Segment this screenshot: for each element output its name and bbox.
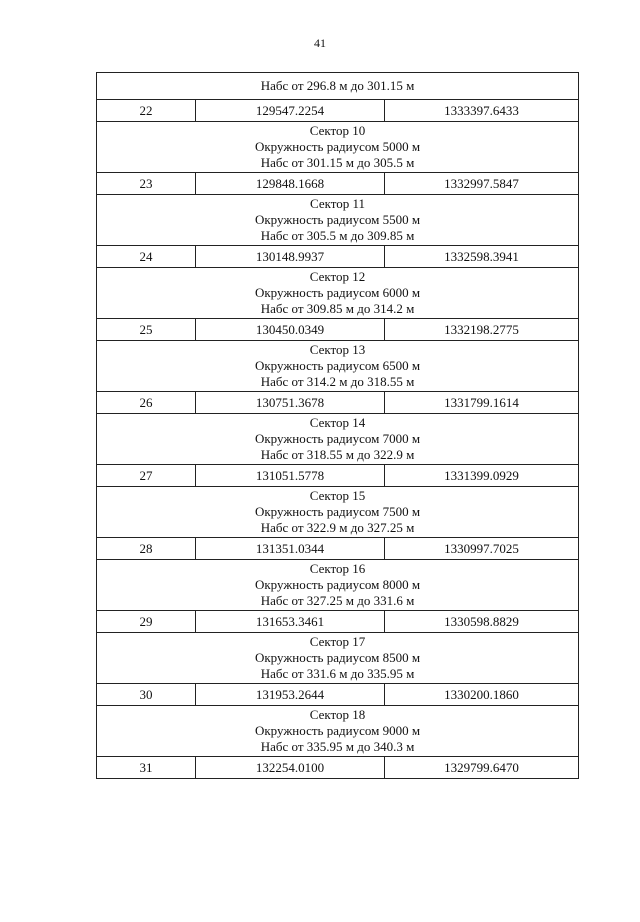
- point-number-cell: 25: [97, 319, 196, 341]
- sector-header-cell: [97, 73, 579, 100]
- x-coordinate-cell: 131051.5778: [196, 465, 385, 487]
- table-row: [97, 173, 579, 195]
- y-coordinate-cell: 1332598.3941: [385, 246, 579, 268]
- sector-header-line: Набс от 335.95 м до 340.3 м: [260, 739, 415, 754]
- sector-header-row: [97, 706, 579, 757]
- x-coordinate-cell: 131953.2644: [196, 684, 385, 706]
- point-number-cell: 29: [97, 611, 196, 633]
- sector-header-line: Окружность радиусом 8500 м: [254, 650, 421, 665]
- x-coordinate-cell: 130450.0349: [196, 319, 385, 341]
- sector-header-line: Окружность радиусом 7000 м: [254, 431, 421, 446]
- sector-header-line: Набс от 296.8 м до 301.15 м: [260, 78, 415, 93]
- sector-header-cell: [97, 706, 579, 757]
- sector-header-line: Окружность радиусом 5500 м: [254, 212, 421, 227]
- x-coordinate-cell: 132254.0100: [196, 757, 385, 779]
- sector-header-cell: [97, 268, 579, 319]
- sector-header-line: Набс от 314.2 м до 318.55 м: [260, 374, 415, 389]
- sector-header-line: Сектор 16: [309, 561, 366, 576]
- sector-header-cell: [97, 414, 579, 465]
- table-row: [97, 100, 579, 122]
- table-row: [97, 684, 579, 706]
- sector-header-line: Окружность радиусом 8000 м: [254, 577, 421, 592]
- table-row: [97, 538, 579, 560]
- y-coordinate-cell: 1331799.1614: [385, 392, 579, 414]
- sector-header-line: Набс от 318.55 м до 322.9 м: [260, 447, 415, 462]
- sector-header-cell: [97, 122, 579, 173]
- sector-header-line: Сектор 13: [309, 342, 366, 357]
- sector-header-line: Сектор 18: [309, 707, 366, 722]
- sector-header-line: Набс от 322.9 м до 327.25 м: [260, 520, 415, 535]
- table-row: [97, 465, 579, 487]
- sector-header-line: Сектор 14: [309, 415, 366, 430]
- x-coordinate-cell: 131653.3461: [196, 611, 385, 633]
- x-coordinate-cell: 129547.2254: [196, 100, 385, 122]
- sector-header-cell: [97, 560, 579, 611]
- point-number-cell: 27: [97, 465, 196, 487]
- sector-header-cell: [97, 487, 579, 538]
- y-coordinate-cell: 1330598.8829: [385, 611, 579, 633]
- sector-header-cell: [97, 341, 579, 392]
- point-number-cell: 26: [97, 392, 196, 414]
- table-row: [97, 392, 579, 414]
- sector-header-line: Сектор 17: [309, 634, 366, 649]
- sector-header-line: Набс от 305.5 м до 309.85 м: [260, 228, 415, 243]
- sector-header-line: Набс от 309.85 м до 314.2 м: [260, 301, 415, 316]
- point-number-cell: 24: [97, 246, 196, 268]
- sector-header-row: [97, 122, 579, 173]
- x-coordinate-cell: 131351.0344: [196, 538, 385, 560]
- y-coordinate-cell: 1330997.7025: [385, 538, 579, 560]
- point-number-cell: 23: [97, 173, 196, 195]
- y-coordinate-cell: 1333397.6433: [385, 100, 579, 122]
- point-number-cell: 30: [97, 684, 196, 706]
- sector-header-row: [97, 560, 579, 611]
- x-coordinate-cell: 129848.1668: [196, 173, 385, 195]
- point-number-cell: 22: [97, 100, 196, 122]
- point-number-cell: 31: [97, 757, 196, 779]
- sector-header-line: Сектор 10: [309, 123, 366, 138]
- x-coordinate-cell: 130751.3678: [196, 392, 385, 414]
- table-row: [97, 246, 579, 268]
- sector-header-row: [97, 268, 579, 319]
- sector-header-row: [97, 487, 579, 538]
- y-coordinate-cell: 1330200.1860: [385, 684, 579, 706]
- sector-header-line: Сектор 11: [310, 196, 366, 211]
- sector-header-line: Набс от 327.25 м до 331.6 м: [260, 593, 415, 608]
- table-body: [97, 73, 579, 779]
- sector-header-line: Окружность радиусом 6000 м: [254, 285, 421, 300]
- sector-header-cell: [97, 195, 579, 246]
- y-coordinate-cell: 1331399.0929: [385, 465, 579, 487]
- point-number-cell: 28: [97, 538, 196, 560]
- sector-header-row: [97, 195, 579, 246]
- sector-header-line: Окружность радиусом 6500 м: [254, 358, 421, 373]
- sector-header-line: Окружность радиусом 5000 м: [254, 139, 421, 154]
- table-row: [97, 611, 579, 633]
- sector-header-row: [97, 414, 579, 465]
- y-coordinate-cell: 1332198.2775: [385, 319, 579, 341]
- sector-header-line: Окружность радиусом 7500 м: [254, 504, 421, 519]
- sector-header-line: Сектор 15: [309, 488, 366, 503]
- x-coordinate-cell: 130148.9937: [196, 246, 385, 268]
- coordinates-table: [96, 72, 579, 779]
- sector-header-row: [97, 73, 579, 100]
- sector-header-row: [97, 633, 579, 684]
- sector-header-line: Набс от 301.15 м до 305.5 м: [260, 155, 415, 170]
- sector-header-line: Окружность радиусом 9000 м: [254, 723, 421, 738]
- table-row: [97, 757, 579, 779]
- sector-header-line: Набс от 331.6 м до 335.95 м: [260, 666, 415, 681]
- y-coordinate-cell: 1332997.5847: [385, 173, 579, 195]
- table-row: [97, 319, 579, 341]
- sector-header-cell: [97, 633, 579, 684]
- y-coordinate-cell: 1329799.6470: [385, 757, 579, 779]
- sector-header-row: [97, 341, 579, 392]
- page-number: 41: [314, 36, 326, 50]
- sector-header-line: Сектор 12: [309, 269, 366, 284]
